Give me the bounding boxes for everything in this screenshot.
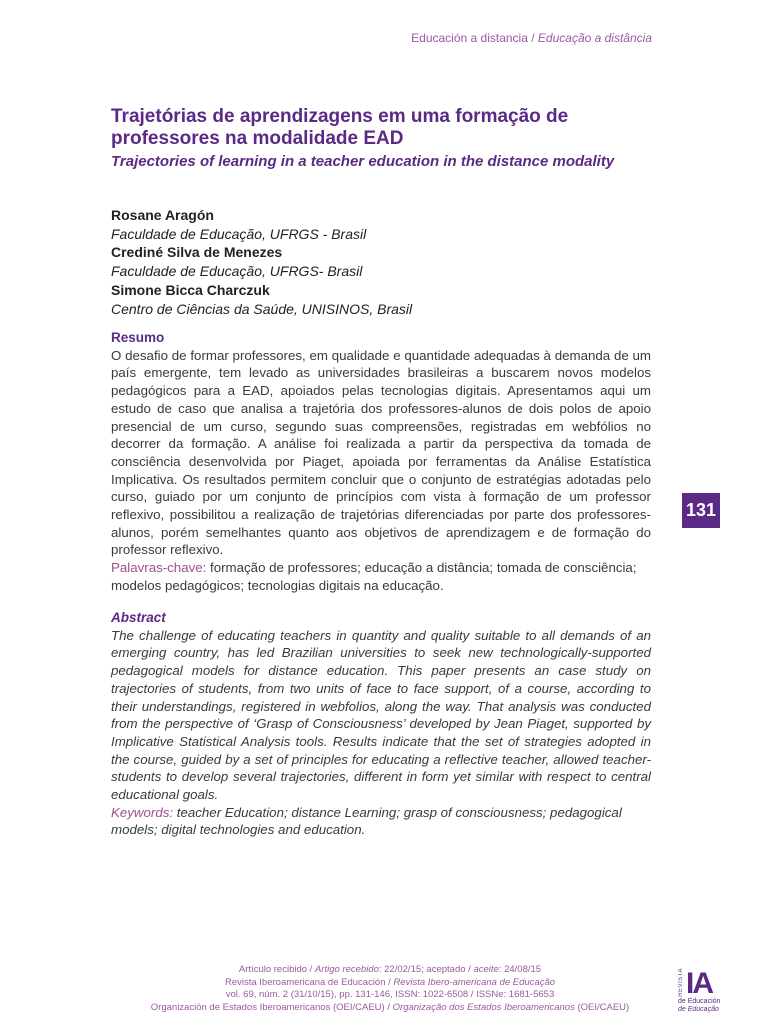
received-label-pt: Artigo recebido xyxy=(314,964,379,975)
logo-side-text: REVISTA xyxy=(678,968,684,997)
footer xyxy=(130,964,650,1014)
org-suffix: (OEI/CAEU) xyxy=(574,1001,630,1013)
keywords-label: Keywords: xyxy=(111,804,174,820)
footer-volume: vol. 69, núm. 2 (31/10/15), pp. 131-146, ISSN: 1022-6508 / ISSNe: 1681-5653 xyxy=(225,989,555,1000)
received-label-es: Artículo recibido xyxy=(238,964,308,975)
org-name-es: Organización de Estados Iberoamericanos (OEI/CAEU) xyxy=(150,1001,385,1013)
journal-name-pt: Revista Ibero-americana de Educação xyxy=(393,976,556,988)
abstract-heading: Abstract xyxy=(111,610,166,625)
running-header xyxy=(411,31,652,45)
logo-subtitle-pt: de Educação xyxy=(678,1006,719,1013)
logo-subtitle-es: de Educación xyxy=(678,998,721,1005)
author-name: Rosane Aragón xyxy=(111,207,214,223)
resumo-section xyxy=(111,329,651,595)
title-block xyxy=(111,106,651,171)
article-title-pt: Trajetórias de aprendizagens em uma formação de professores na modalidade EAD xyxy=(111,106,569,149)
author-affiliation: Centro de Ciências da Saúde, UNISINOS, Brasil xyxy=(111,300,413,317)
journal-name-es: Revista Iberoamericana de Educación xyxy=(224,976,386,988)
abstract-keywords xyxy=(111,804,651,839)
received-date: : 22/02/15 xyxy=(378,964,422,975)
author-name: Crediné Silva de Menezes xyxy=(111,244,283,261)
abstract-section xyxy=(111,609,651,839)
author-affiliation: Faculdade de Educação, UFRGS- Brasil xyxy=(111,263,363,280)
accepted-label-es: ; aceptado xyxy=(421,964,466,975)
logo-letters: IA xyxy=(686,967,712,1000)
abstract-text: The challenge of educating teachers in quantity and quality suitable to all demands of an emerging country, has led Brazilian universities to seek new technologically-supported pedagogical models for distance education. This paper presents an case study on trajectories of students, from two units of face to face support, of a course, according to their understandings, registered in webfolios, along the way. That analysis was conducted from the perspective of ‘Grasp of Consciousness’ developed by Jean Piaget, supported by Implicative Statistical Analysis tools. Results indicate that the set of strategies adopted in the course, guided by a set of principles for educating a reflective teacher, allowed teacher-students to develop several trajectories, different in form yet similar with respect to central educational goals. xyxy=(111,627,651,803)
authors-list xyxy=(111,206,651,318)
section-label-es: Educación a distancia xyxy=(411,31,528,45)
journal-logo xyxy=(678,966,728,1014)
keywords-text: formação de professores; educação a distância; tomada de consciência; modelos pedagógicos; tecnologias digitais na educação. xyxy=(111,560,637,593)
page-number-badge: 131 xyxy=(682,493,720,528)
author-affiliation: Faculdade de Educação, UFRGS - Brasil xyxy=(111,225,367,242)
org-name-pt: Organização dos Estados Iberoamericanos xyxy=(392,1001,575,1013)
footer-dates: Artículo recibido / Artigo recebido: 22/02/15; aceptado / aceite: 24/08/15 xyxy=(238,964,542,975)
article-title-en: Trajectories of learning in a teacher education in the distance modality xyxy=(111,153,615,170)
resumo-text: O desafio de formar professores, em qualidade e quantidade adequadas à demanda de um país emergente, tem levado as universidades brasileiras a buscarem novos modelos pedagógicos para a EAD, apoiados pelas tecnologias digitais. Apresentamos aqui um estudo de caso que analisa a trajetória dos professores-alunos de dois polos de apoio presencial de um curso, segundo suas compreensões, registradas em webfólios no decorrer da formação. A análise foi realizada a partir da perspectiva da tomada de consciência desenvolvida por Piaget, apoiada por ferramentas da Análise Estatística Implicativa. Os resultados permitem concluir que o conjunto de estratégias adotadas pelo curso, guiado por um conjunto de princípios com vista à formação de um professor reflexivo, possibilitou a realização de trajetórias diferenciadas por parte dos professores-alunos, porém semelhantes quanto aos objetivos de aprendizagem e de formação do professor reflexivo. xyxy=(111,347,651,558)
author-name: Simone Bicca Charczuk xyxy=(111,281,270,298)
keywords-label: Palavras-chave: xyxy=(111,560,207,576)
resumo-keywords xyxy=(111,559,651,594)
accepted-date: : 24/08/15 xyxy=(498,964,542,975)
accepted-label-pt: aceite xyxy=(473,964,499,975)
footer-journal: Revista Iberoamericana de Educación / Revista Ibero-americana de Educação xyxy=(224,976,556,988)
keywords-text: teacher Education; distance Learning; grasp of consciousness; pedagogical models; digital technologies and education. xyxy=(111,804,622,838)
footer-org: Organización de Estados Iberoamericanos (OEI/CAEU) / Organização dos Estados Iberoamericanos (OEI/CAEU) xyxy=(150,1001,630,1013)
section-label-pt: Educação a distância xyxy=(537,31,652,45)
header-separator: / xyxy=(527,31,538,45)
resumo-heading: Resumo xyxy=(111,330,165,345)
